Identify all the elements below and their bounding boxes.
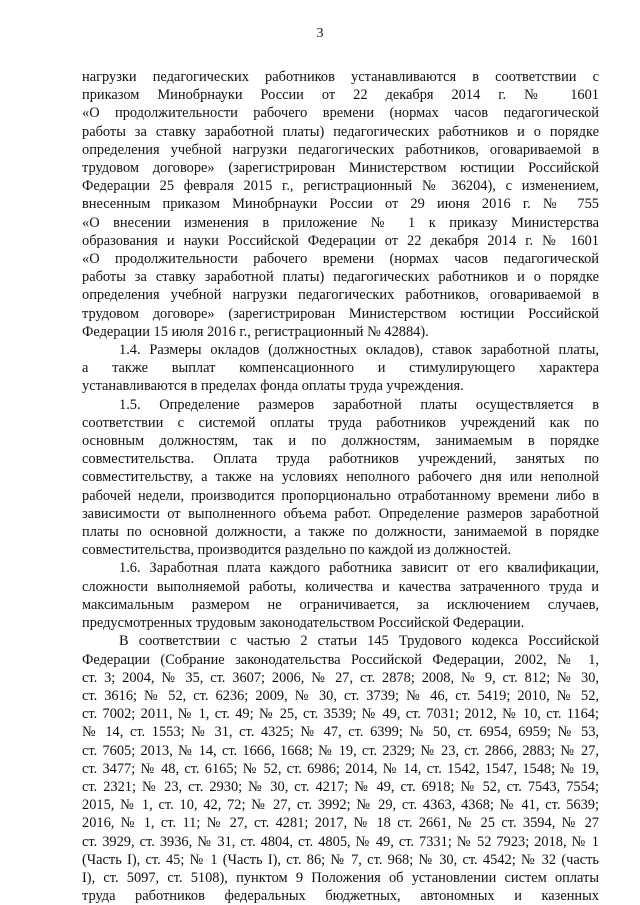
text-line: Федерации 25 февраля 2015 г., регистрационный № 36204), с изменением, [82, 178, 599, 195]
text-line: ст. 3; 2004, № 35, ст. 3607; 2006, № 27, ст. 2878; 2008, № 9, ст. 812; № 30, [82, 669, 599, 686]
paragraph-article-145 [82, 632, 599, 905]
paragraph-1-5 [82, 396, 599, 560]
text-line: соответствии с системой оплаты труда работников учреждений как по [82, 414, 599, 431]
text-line: труда работников федеральных бюджетных, автономных и казенных [82, 888, 599, 905]
text-line: I), ст. 5097, ст. 5108), пунктом 9 Положения об установлении систем оплаты [82, 869, 599, 886]
text-line: ст. 2321; № 23, ст. 2930; № 30, ст. 4217; № 49, ст. 6918; № 52, ст. 7543, 7554; [82, 778, 599, 795]
text-line: ст. 3929, ст. 3936, № 31, ст. 4804, ст. 4805, № 49, ст. 7331; № 52 7923; 2018, № 1 [82, 833, 599, 850]
text-line: работы за ставку заработной платы) педагогических работников и о порядке [82, 123, 599, 140]
paragraph-1-6 [82, 559, 599, 632]
paragraph-1-4 [82, 341, 599, 396]
text-line: Федерации 15 июля 2016 г., регистрационный № 42884). [82, 323, 429, 340]
text-line: основным должностям, так и по должностям, занимаемым в порядке [82, 433, 599, 450]
text-line: 2016, № 1, ст. 11; № 27, ст. 4281; 2017, № 18 ст. 2661, № 25 ст. 3594, № 27 [82, 815, 599, 832]
text-line: В соответствии с частью 2 статьи 145 Трудового кодекса Российской [119, 633, 599, 650]
page-number: 3 [316, 26, 324, 41]
text-line: совместительству, а также на условиях неполного рабочего дня или неполной [82, 469, 599, 486]
text-line: предусмотренных трудовым законодательством Российской Федерации. [82, 615, 525, 632]
text-line: определения учебной нагрузки педагогических работников, оговариваемой в [82, 287, 599, 304]
text-line: ст. 7605; 2013, № 14, ст. 1666, 1668; № 19, ст. 2329; № 23, ст. 2866, 2883; № 27, [82, 742, 599, 759]
text-line: нагрузки педагогических работников устанавливаются в соответствии с [82, 69, 599, 85]
text-line: а также выплат компенсационного и стимулирующего характера [82, 360, 599, 377]
text-line: ст. 3477; № 48, ст. 6165; № 52, ст. 6986; 2014, № 14, ст. 1542, 1547, 1548; № 19, [82, 760, 599, 777]
text-line: приказом Минобрнауки России от 22 декабря 2014 г. № 1601 [82, 87, 599, 104]
text-line: совместительства. Оплата труда работников учреждений, занятых по [82, 451, 599, 468]
text-line: 2015, № 1, ст. 10, 42, 72; № 27, ст. 3992; № 29, ст. 4363, 4368; № 41, ст. 5639; [82, 797, 599, 814]
text-line: (Часть I), ст. 45; № 1 (Часть I), ст. 86; № 7, ст. 968; № 30, ст. 4542; № 32 (часть [82, 851, 599, 868]
text-line: совместительства, производится раздельно по каждой из должностей. [82, 542, 512, 559]
paragraph-continuation [82, 68, 599, 341]
text-line: максимальным размером не ограничивается, за исключением случаев, [82, 596, 599, 613]
text-line: зависимости от выполненного объема работ. Определение размеров заработной [82, 505, 599, 522]
text-line: ст. 7002; 2011, № 1, ст. 49; № 25, ст. 3539; № 49, ст. 7031; 2012, № 10, ст. 1164; [82, 706, 599, 723]
text-line: платы по основной должности, а также по должности, занимаемой в порядке [82, 524, 599, 541]
text-line: ст. 3616; № 52, ст. 6236; 2009, № 30, ст. 3739; № 46, ст. 5419; 2010, № 52, [82, 687, 599, 704]
text-line: устанавливаются в пределах фонда оплаты труда учреждения. [82, 378, 464, 395]
text-line: 1.5. Определение размеров заработной платы осуществляется в [119, 396, 599, 413]
text-line: трудовом договоре» (зарегистрирован Министерством юстиции Российской [82, 305, 599, 322]
text-line: внесенным приказом Минобрнауки России от 29 июня 2016 г. № 755 [82, 196, 599, 213]
text-line: сложности выполняемой работы, количества и качества затраченного труда и [82, 578, 599, 595]
text-line: «О внесении изменения в приложение № 1 к приказу Министерства [82, 214, 599, 231]
text-line: Федерации (Собрание законодательства Российской Федерации, 2002, № 1, [82, 651, 599, 668]
text-line: «О продолжительности рабочего времени (нормах часов педагогической [82, 105, 599, 122]
text-line: 1.6. Заработная плата каждого работника зависит от его квалификации, [119, 560, 599, 577]
text-line: рабочей недели, производится пропорционально отработанному времени либо в [82, 487, 599, 504]
text-line: «О продолжительности рабочего времени (нормах часов педагогической [82, 251, 599, 268]
text-line: определения учебной нагрузки педагогических работников, оговариваемой в [82, 141, 599, 158]
text-line: 1.4. Размеры окладов (должностных окладов), ставок заработной платы, [119, 342, 599, 359]
text-line: образования и науки Российской Федерации от 22 декабря 2014 г. № 1601 [82, 232, 599, 249]
document-body [82, 68, 599, 905]
text-line: № 14, ст. 1553; № 31, ст. 4325; № 47, ст. 6399; № 50, ст. 6954, 6959; № 53, [82, 724, 599, 741]
text-line: трудовом договоре» (зарегистрирован Министерством юстиции Российской [82, 160, 599, 177]
text-line: работы за ставку заработной платы) педагогических работников и о порядке [82, 269, 599, 286]
